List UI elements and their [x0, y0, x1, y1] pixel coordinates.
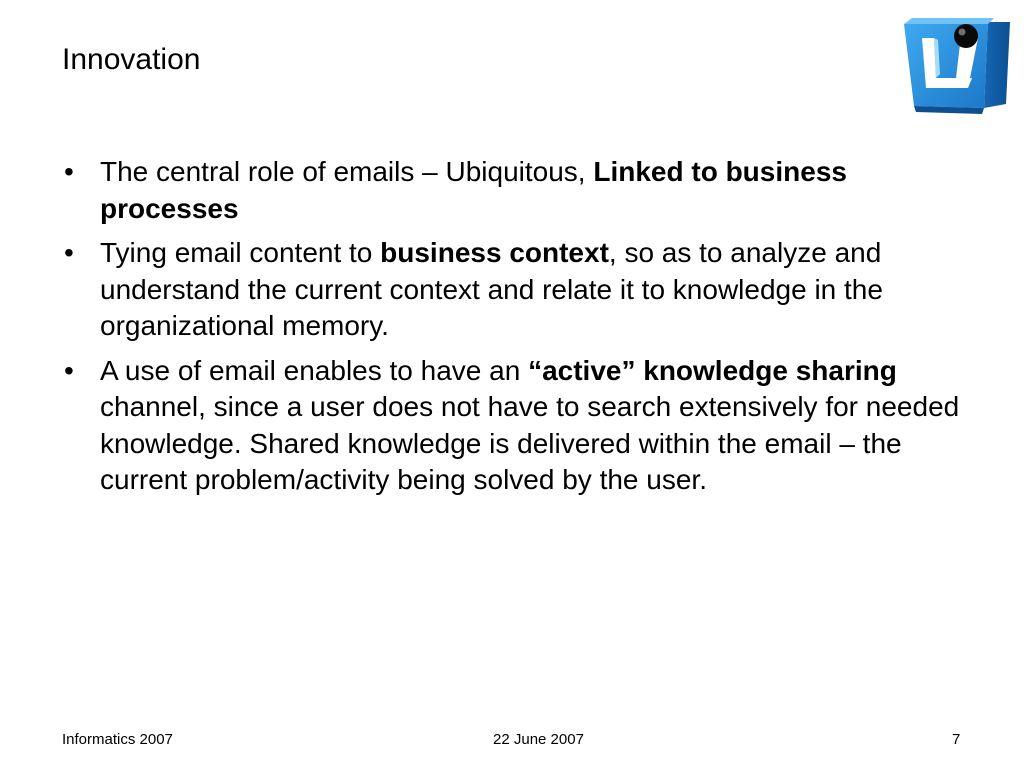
bullet-text: The central role of emails – Ubiquitous, [100, 156, 594, 187]
bullet-marker: • [64, 237, 74, 268]
bullet-list [56, 154, 966, 507]
footer-left-text: Informatics 2007 [62, 731, 173, 748]
blue-3d-logo-icon [898, 14, 1016, 114]
bullet-bold-text: Linked to business processes [100, 156, 847, 224]
bullet-text: A use of email enables to have an [100, 354, 529, 386]
bullet-marker: • [64, 156, 74, 187]
bullet-text: Tying email content to [100, 237, 381, 268]
bullet-item [56, 353, 966, 499]
bullet-item [56, 235, 966, 345]
bullet-text: , so as to analyze and understand the current context and relate it to knowledge in the organizational memory. [100, 237, 883, 341]
slide-title: Innovation [62, 43, 201, 76]
bullet-marker: • [64, 354, 74, 386]
bullet-bold-text: “active” knowledge sharing [528, 354, 897, 386]
bullet-text: channel, since a user does not have to search extensively for needed knowledge. Shared knowledge is delivered within the email – the current problem/activity being solved by the user. [100, 391, 960, 495]
bullet-bold-text: business context [380, 237, 609, 268]
bullet-item [56, 154, 966, 227]
page-number: 7 [952, 731, 961, 748]
footer-date: 22 June 2007 [493, 731, 584, 748]
